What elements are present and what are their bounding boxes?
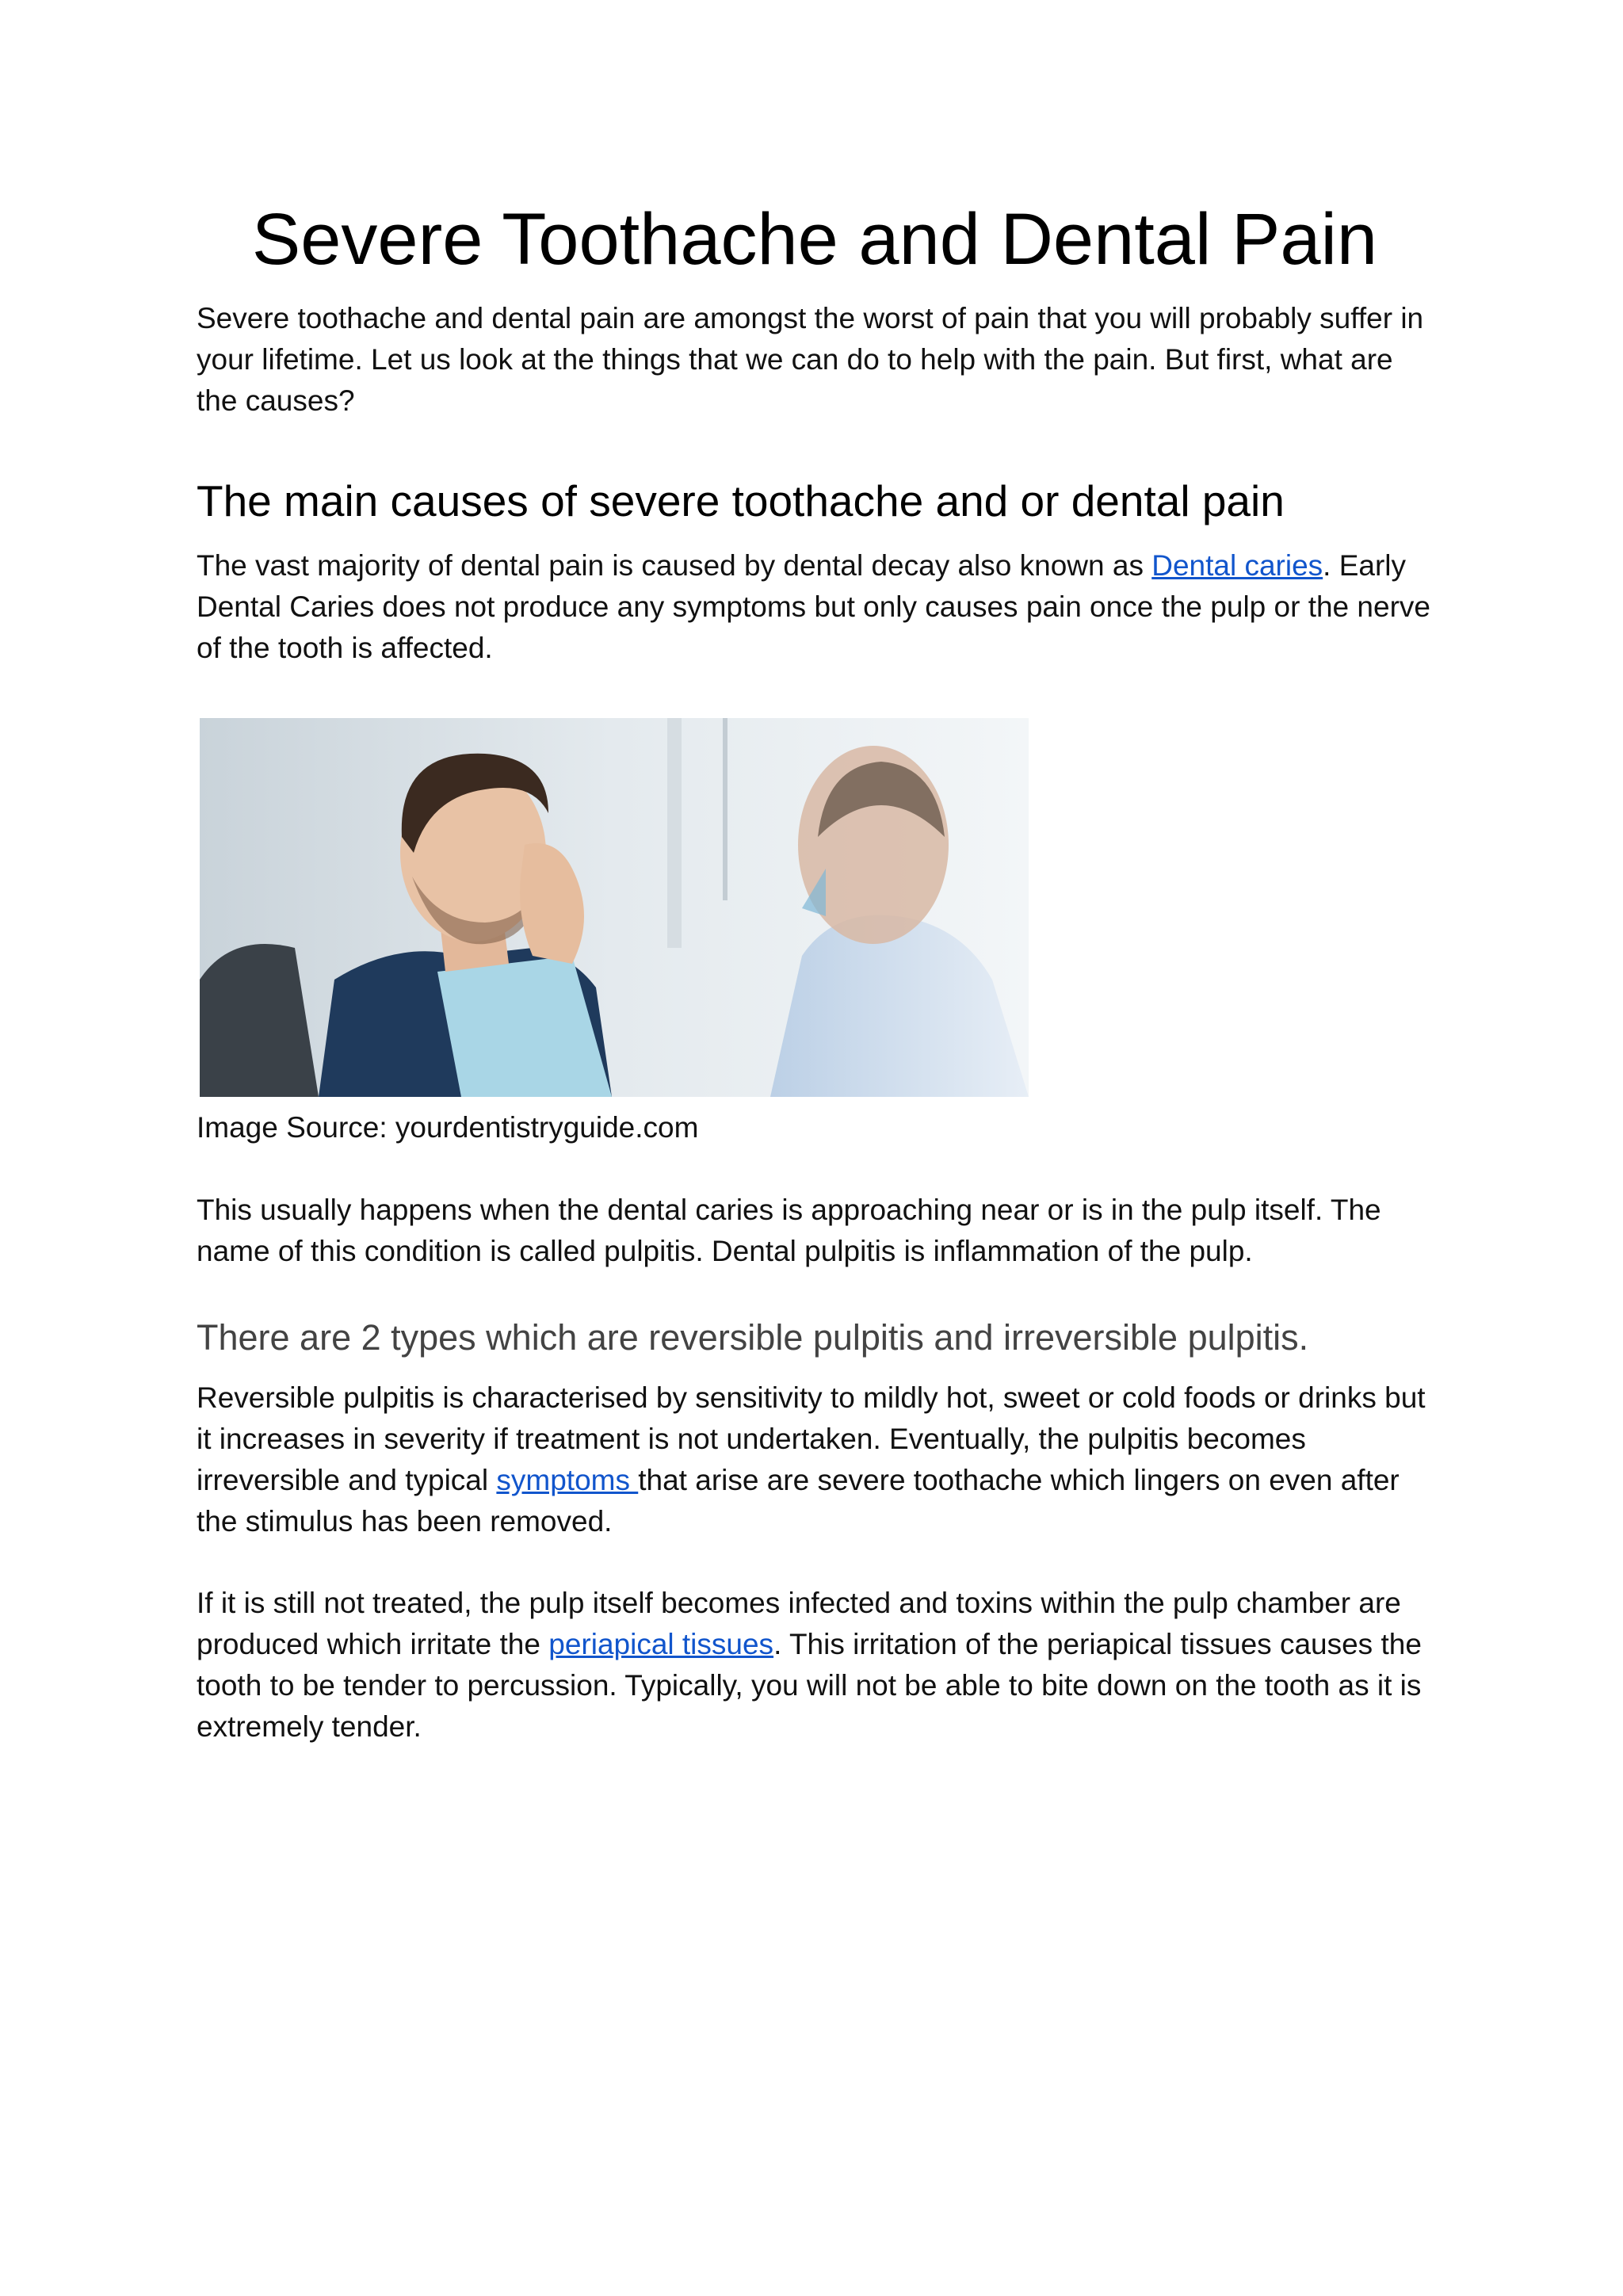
symptoms-link[interactable]: symptoms (496, 1464, 639, 1496)
reversible-text-end: that arise are severe toothache which lingers on even after the stimulus has been removed. (197, 1464, 1400, 1538)
dental-caries-link[interactable]: Dental caries (1151, 549, 1323, 582)
toothache-patient-photo (200, 718, 1029, 1097)
infection-text-end: . This irritation of the periapical tissues causes the tooth to be tender to percussion. Typically, you will not be able to bite down on the tooth as it is extremely tender. (197, 1628, 1422, 1743)
pulpitis-paragraph: This usually happens when the dental caries is approaching near or is in the pulp itself. The name of this condition is called pulpitis. Dental pulpitis is inflammation of the pulp. (197, 1194, 1381, 1267)
infection-text-start: If it is still not treated, the pulp itself becomes infected and toxins within the pulp chamber are produced which irritate the (197, 1587, 1401, 1660)
image-caption: Image Source: yourdentistryguide.com (197, 1111, 699, 1144)
causes-text-end: . Early Dental Caries does not produce any symptoms but only causes pain once the pulp or the nerve of the tooth is affected. (197, 549, 1430, 664)
reversible-text-start: Reversible pulpitis is characterised by sensitivity to mildly hot, sweet or cold foods or drinks but it increases in severity if treatment is not undertaken. Eventually, the pulpitis becomes irreversible and typical (197, 1381, 1426, 1496)
infection-paragraph (197, 1583, 1433, 1748)
intro-paragraph: Severe toothache and dental pain are amongst the worst of pain that you will probably suffer in your lifetime. Let us look at the things that we can do to help with the pain. But first, what are the causes? (197, 302, 1424, 417)
causes-text-start: The vast majority of dental pain is caused by dental decay also known as (197, 549, 1152, 582)
section-heading-types: There are 2 types which are reversible pulpitis and irreversible pulpitis. (197, 1317, 1309, 1358)
reversible-pulpitis-paragraph (197, 1377, 1433, 1542)
periapical-tissues-link[interactable]: periapical tissues (548, 1628, 774, 1660)
page-title: Severe Toothache and Dental Pain (251, 199, 1378, 280)
section-heading-causes: The main causes of severe toothache and or dental pain (197, 476, 1285, 525)
causes-paragraph (197, 545, 1433, 669)
